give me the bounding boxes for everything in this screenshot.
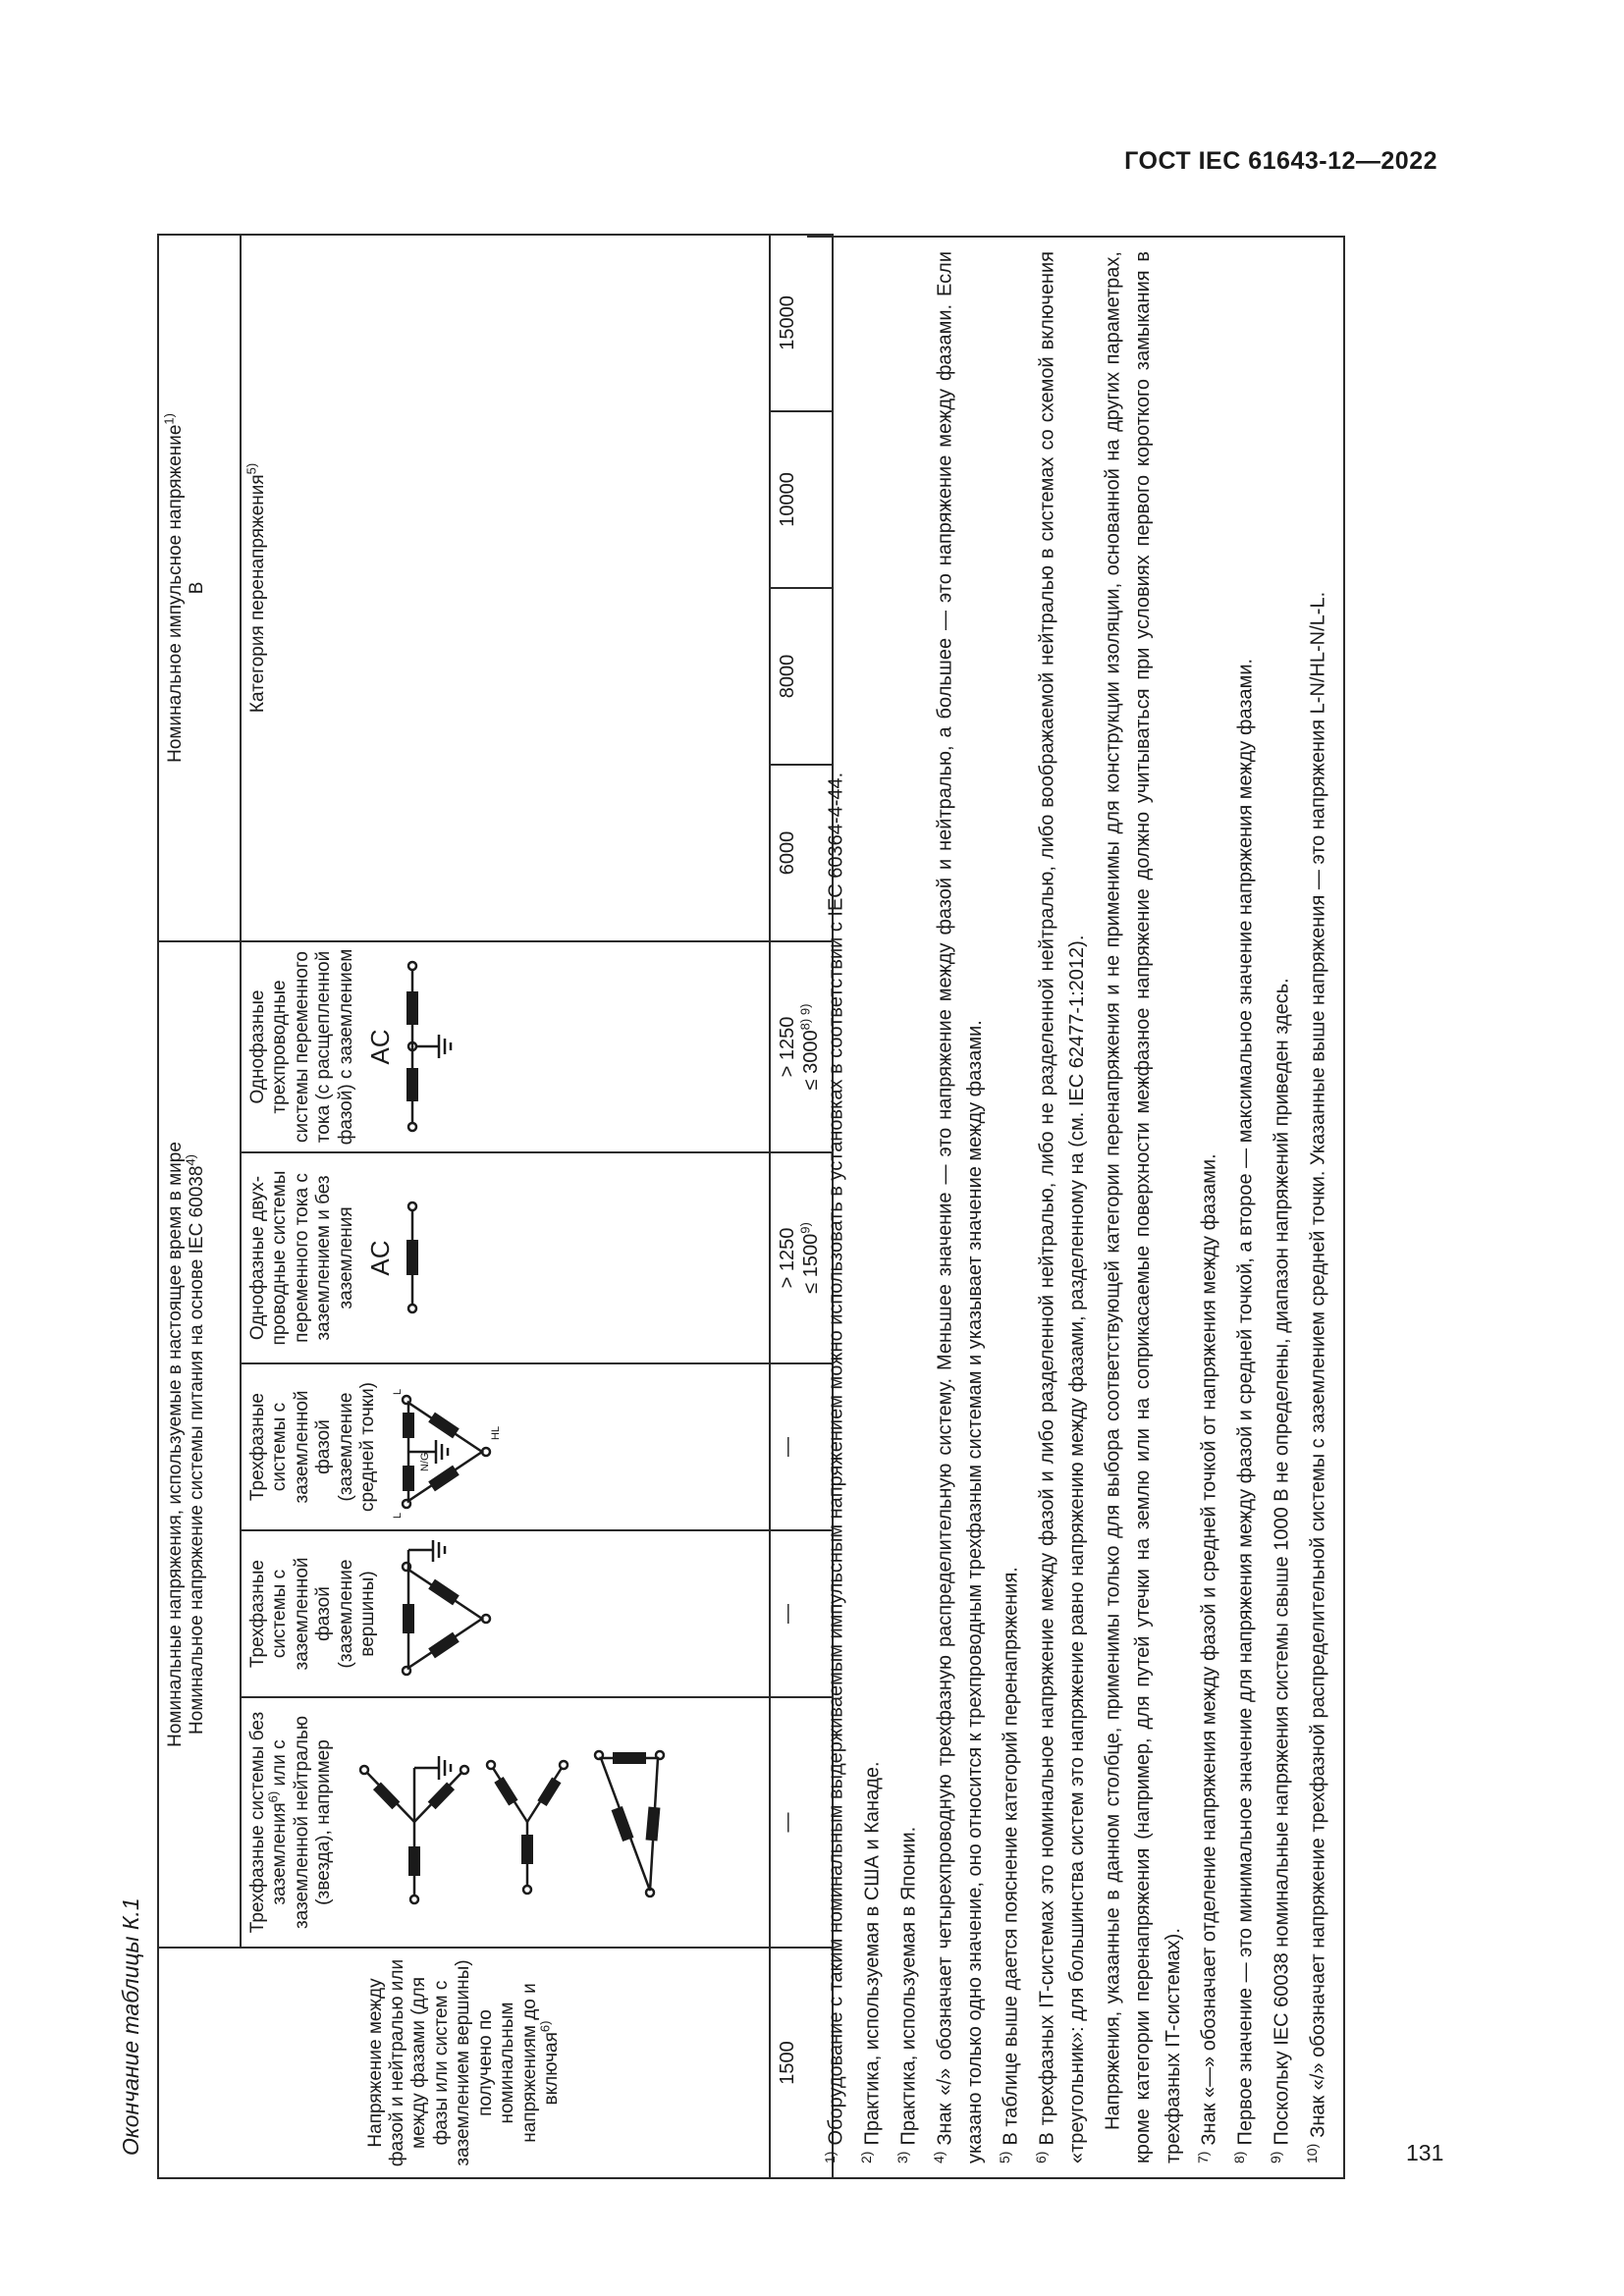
- value-corner: —: [770, 1530, 833, 1697]
- voltage-table: [157, 234, 834, 2179]
- note-number: 1): [822, 2151, 838, 2163]
- note-text: В таблице выше дается пояснение категорий перенапряжения.: [1000, 1567, 1022, 2146]
- system-corner-grounded-text: Трехфазные системы с заземленной фазой (заземление вершины): [247, 1557, 379, 1671]
- note-text: Поскольку IEC 60038 номинальные напряжения системы свыше 1000 В не определены, диапазон напряжений приведен здесь.: [1271, 978, 1293, 2146]
- system-star-text: Трехфазные системы без заземления: [247, 1711, 291, 1934]
- impulse-value: 8000: [770, 588, 833, 765]
- system-star-cell: [241, 1697, 770, 1948]
- table-notes: [807, 236, 1345, 2179]
- system-star-sup: 6): [266, 1790, 282, 1803]
- note-number: 2): [857, 2151, 874, 2163]
- overvoltage-category-header: [241, 235, 770, 941]
- note-number: 7): [1194, 2151, 1211, 2163]
- system-star-text2: или с заземленной нейтралью (звезда), например: [269, 1715, 335, 1930]
- system-single-phase-3w-text: Однофазные трехпроводные системы переменного тока (с расщепленной фазой) с заземлением: [247, 948, 356, 1146]
- delta-corner-ground-icon: [389, 1540, 516, 1687]
- value-single-2w-sup: 9): [796, 1222, 812, 1234]
- impulse-header-sup: 1): [161, 413, 177, 425]
- system-corner-grounded-cell: [241, 1530, 770, 1697]
- note-item: [1261, 251, 1297, 2163]
- note-number: 6): [1033, 2151, 1050, 2163]
- group-header-sup: 4): [184, 1153, 199, 1166]
- note-text: Знак «/» обозначает четырехпроводную трехфазную распределительную систему. Меньшее значение — это напряжение между фазой и нейтралью, а большее — это напряжение между фазами. Если указано только одно значение, оно относится к трехпроводным трехфазным системам и указывает значение между фазами.: [934, 251, 986, 2163]
- note-text: Знак «/» обозначает напряжение трехфазной распределительной системы с заземлением средней точки. Указанные выше напряжения — это напряжения L-N/HL-N/L-L.: [1307, 591, 1329, 2138]
- note-item: [1188, 251, 1224, 2163]
- value-star: —: [770, 1697, 833, 1948]
- three-phase-diagrams-icon: [346, 1710, 670, 1936]
- note-item: [888, 251, 924, 2163]
- value-midpoint: —: [770, 1363, 833, 1530]
- value-single-2w-line1: > 1250: [777, 1227, 798, 1289]
- note-number: 9): [1267, 2151, 1283, 2163]
- system-single-phase-2w-text: Однофазные двух-проводные системы переменного тока с заземлением и без заземления: [247, 1170, 356, 1346]
- note-item: [1026, 251, 1092, 2163]
- impulse-value: 6000: [770, 765, 833, 941]
- note-item: [924, 251, 990, 2163]
- note-text: В трехфазных IT-системах это номинальное напряжение между фазой и либо разделенной нейтралью, либо не разделенной нейтралью, либо воображаемой нейтралью в системах со схемой включения «треугольник»: для большинства систем это напряжение равно напряжению между фазами, разделенному на (см. IEC 62477-1:2012).: [1036, 251, 1089, 2163]
- group-header-line2: Номинальное напряжение системы питания на основе IEC 60038: [187, 1165, 208, 1735]
- label-ng: N/G: [419, 1452, 432, 1471]
- ac-label-2w: AC: [365, 1240, 396, 1276]
- system-midpoint-grounded-text: Трехфазные системы с заземленной фазой (заземление средней точки): [247, 1381, 379, 1513]
- system-midpoint-grounded-cell: [241, 1363, 770, 1530]
- overvoltage-category-sup: 5): [244, 462, 259, 475]
- value-single-3w-line1: > 1250: [777, 1016, 798, 1078]
- note-number: 10): [1303, 2143, 1320, 2163]
- voltage-column-text: Напряжение между фазой и нейтралью или между фазами (для фазы или систем с заземлением вершины) получено по номинальным напряжениям до и включая: [364, 1958, 562, 2167]
- note-item: [1297, 251, 1333, 2163]
- impulse-value: 10000: [770, 411, 833, 588]
- group-header: [158, 941, 241, 1948]
- note-text: Практика, используемая в США и Канаде.: [861, 1761, 884, 2146]
- single-phase-3w-icon: [398, 958, 466, 1135]
- table-caption: Окончание таблицы К.1: [118, 1897, 143, 2156]
- delta-midpoint-ground-icon: [389, 1373, 516, 1521]
- note-text: Знак «—» обозначает отделение напряжения между фазой и средней точкой от напряжения между фазами.: [1198, 1153, 1220, 2146]
- value-single-3w-sup: 8) 9): [796, 1003, 812, 1031]
- label-l1: L: [392, 1512, 405, 1519]
- value-single-2w-line2: ≤ 1500: [799, 1233, 822, 1294]
- impulse-header-line1: Номинальное импульсное напряжение: [165, 424, 186, 763]
- note-number: 5): [997, 2151, 1013, 2163]
- impulse-header-unit: В: [187, 581, 208, 595]
- document-header-title: ГОСТ IEC 61643-12—2022: [1124, 147, 1437, 175]
- note-number: 4): [930, 2151, 947, 2163]
- page-number: 131: [1406, 2140, 1444, 2165]
- label-l2: L: [392, 1388, 405, 1395]
- note-text: Первое значение — это минимальное значение для напряжения между фазой и средней точкой, а второе — максимальное значение напряжения между фазами.: [1234, 658, 1257, 2146]
- voltage-column-sup: 6): [537, 2020, 553, 2033]
- note-number: 8): [1230, 2151, 1247, 2163]
- ac-label-3w: AC: [365, 1029, 396, 1065]
- value-single-3w-line2: ≤ 3000: [799, 1030, 822, 1091]
- value-voltage: 1500: [770, 1948, 833, 2178]
- note-item: [1092, 251, 1188, 2163]
- note-item: [990, 251, 1026, 2163]
- note-item: [815, 251, 851, 2163]
- label-hl: HL: [490, 1425, 503, 1440]
- note-text: Оборудование с таким номинальным выдерживаемым импульсным напряжением можно использовать в установках в соответствии с IEC 60364-4-44.: [825, 772, 847, 2146]
- single-phase-2w-icon: [398, 1200, 427, 1317]
- system-single-phase-3w-cell: [241, 941, 770, 1152]
- note-item: [1224, 251, 1261, 2163]
- group-header-line1: Номинальные напряжения, используемые в настоящее время в мире: [165, 1142, 186, 1747]
- note-number: 3): [893, 2151, 910, 2163]
- overvoltage-category-text: Категория перенапряжения: [247, 474, 268, 714]
- note-text: Напряжения, указанные в данном столбце, применимы только для выбора соответствующей категории перенапряжения и не применимы для конструкции изоляции, основанной на других параметрах, кроме категории перенапряжения (например, для путей утечки на землю или на соприкасаемые поверхности межфазное напряжение должно учитываться при условиях первого короткого замыкания в трехфазных IT-системах).: [1102, 251, 1184, 2163]
- note-text: Практика, используемая в Японии.: [897, 1826, 920, 2146]
- system-single-phase-2w-cell: [241, 1152, 770, 1363]
- note-item: [851, 251, 888, 2163]
- rotated-table-block: [157, 236, 1394, 2179]
- voltage-column-header: [158, 1948, 770, 2178]
- impulse-value: 15000: [770, 235, 833, 411]
- impulse-header: [158, 235, 241, 941]
